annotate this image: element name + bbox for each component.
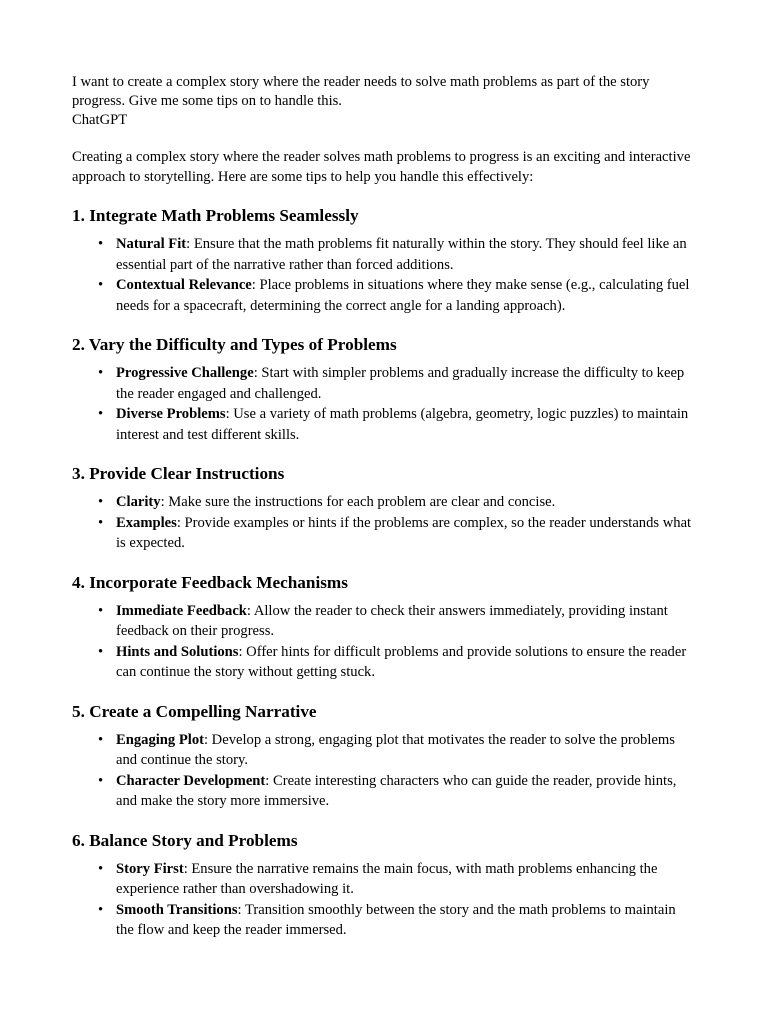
section-3 xyxy=(72,463,696,554)
list-item xyxy=(116,900,696,941)
list-item xyxy=(116,404,696,445)
section-title: 2. Vary the Difficulty and Types of Problems xyxy=(72,335,397,354)
section-title: 4. Incorporate Feedback Mechanisms xyxy=(72,572,348,592)
section-points xyxy=(72,363,696,445)
point-term: Story First xyxy=(116,860,184,877)
point-term: Character Development xyxy=(116,772,266,789)
list-item xyxy=(116,730,696,771)
list-item xyxy=(116,363,696,404)
point-term: Hints and Solutions xyxy=(116,643,239,660)
section-2 xyxy=(72,334,696,445)
point-term: Smooth Transitions xyxy=(116,901,238,918)
point-term: Contextual Relevance xyxy=(116,277,252,293)
list-item xyxy=(116,859,696,900)
section-points xyxy=(72,730,696,812)
section-5 xyxy=(72,701,696,812)
point-text: : Create interesting characters who can guide the reader, provide hints, and make the story more immersive. xyxy=(116,772,677,809)
section-1 xyxy=(72,205,696,316)
section-title: 1. Integrate Math Problems Seamlessly xyxy=(72,206,359,225)
section-title: 6. Balance Story and Problems xyxy=(72,830,298,850)
user-prompt: I want to create a complex story where the reader needs to solve math problems as part of the story progress. Give me some tips on to handle this. xyxy=(72,74,650,109)
point-term: Engaging Plot xyxy=(116,731,204,748)
point-text: : Provide examples or hints if the problems are complex, so the reader understands what is expected. xyxy=(116,514,692,551)
point-term: Progressive Challenge xyxy=(116,365,254,381)
point-text: : Develop a strong, engaging plot that motivates the reader to solve the problems and continue the story. xyxy=(116,731,675,768)
list-item xyxy=(116,642,696,683)
section-title: 5. Create a Compelling Narrative xyxy=(72,701,317,721)
point-text: : Transition smoothly between the story and the math problems to maintain the flow and keep the reader immersed. xyxy=(116,901,676,938)
list-item xyxy=(116,234,696,275)
point-text: : Start with simpler problems and gradually increase the difficulty to keep the reader engaged and challenged. xyxy=(116,365,685,402)
point-term: Clarity xyxy=(116,494,161,510)
section-points xyxy=(72,492,696,554)
point-text: : Place problems in situations where they make sense (e.g., calculating fuel needs for a spacecraft, determining the correct angle for a landing approach). xyxy=(116,277,690,314)
list-item xyxy=(116,275,696,316)
list-item xyxy=(116,513,696,554)
list-item xyxy=(116,601,696,642)
point-text: : Offer hints for difficult problems and provide solutions to ensure the reader can continue the story without getting stuck. xyxy=(116,643,687,680)
list-item xyxy=(116,771,696,812)
section-points xyxy=(72,601,696,683)
section-points xyxy=(72,859,696,941)
section-points xyxy=(72,234,696,316)
point-term: Natural Fit xyxy=(116,236,187,252)
point-text: : Allow the reader to check their answers immediately, providing instant feedback on their progress. xyxy=(116,602,668,639)
point-text: : Make sure the instructions for each problem are clear and concise. xyxy=(160,494,556,510)
point-term: Immediate Feedback xyxy=(116,602,247,619)
section-4 xyxy=(72,572,696,683)
point-term: Diverse Problems xyxy=(116,406,226,422)
point-text: : Use a variety of math problems (algebra, geometry, logic puzzles) to maintain interest and test different skills. xyxy=(116,406,689,443)
response-intro: Creating a complex story where the reader solves math problems to progress is an exciting and interactive approach to storytelling. Here are some tips to help you handle this effectively: xyxy=(72,149,691,185)
point-term: Examples xyxy=(116,514,177,531)
section-title: 3. Provide Clear Instructions xyxy=(72,464,285,483)
section-6 xyxy=(72,830,696,941)
speaker-label: ChatGPT xyxy=(72,112,128,128)
point-text: : Ensure the narrative remains the main focus, with math problems enhancing the experience rather than overshadowing it. xyxy=(116,860,658,897)
list-item xyxy=(116,492,696,513)
point-text: : Ensure that the math problems fit naturally within the story. They should feel like an essential part of the narrative rather than forced additions. xyxy=(116,236,687,273)
